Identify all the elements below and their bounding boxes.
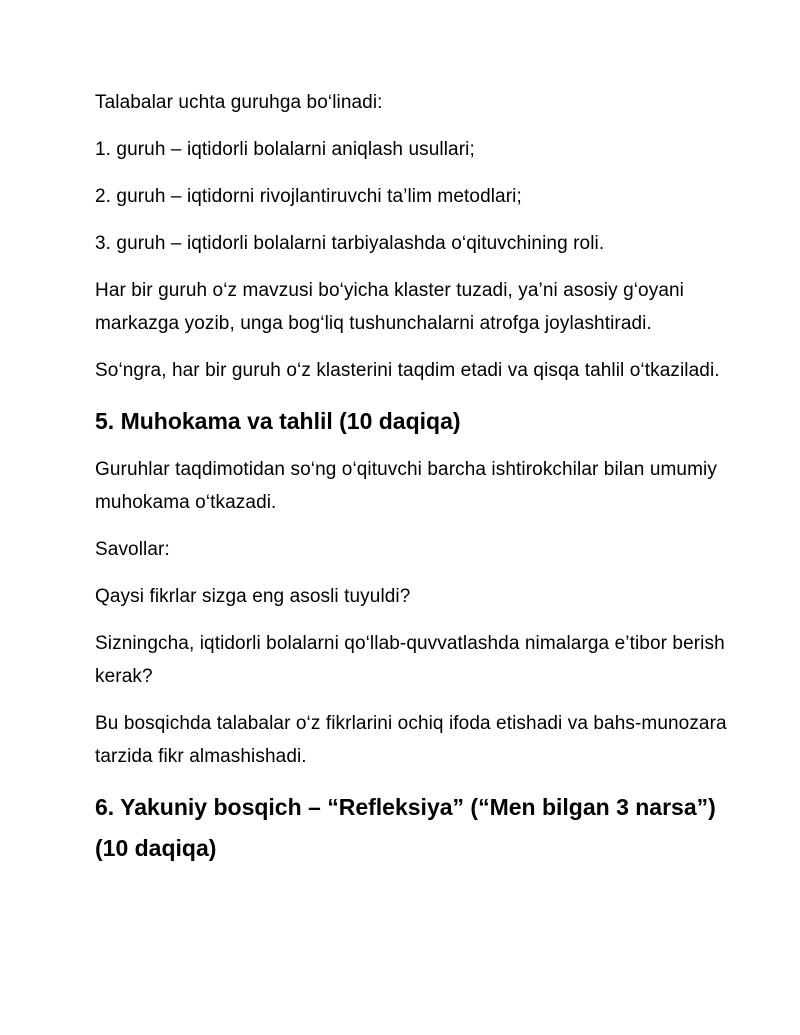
paragraph-question-2: Sizningcha, iqtidorli bolalarni qo‘llab-quvvatlashda nimalarga e’tibor berish kerak? — [95, 633, 725, 687]
paragraph-cluster-task: Har bir guruh o‘z mavzusi bo‘yicha klaster tuzadi, ya’ni asosiy g‘oyani markazga yozib, unga bog‘liq tushunchalarni atrofga joylashtiradi. — [95, 280, 684, 334]
document-page — [95, 86, 735, 883]
paragraph-questions-label: Savollar: — [95, 539, 170, 560]
paragraph-cluster-presentation: So‘ngra, har bir guruh o‘z klasterini taqdim etadi va qisqa tahlil o‘tkaziladi. — [95, 360, 720, 381]
paragraph-group-2: 2. guruh – iqtidorni rivojlantiruvchi ta’lim metodlari; — [95, 186, 522, 207]
paragraph-group-1: 1. guruh – iqtidorli bolalarni aniqlash usullari; — [95, 139, 475, 160]
paragraph-groups-intro: Talabalar uchta guruhga bo‘linadi: — [95, 92, 383, 113]
section-heading-discussion: 5. Muhokama va tahlil (10 daqiqa) — [95, 408, 461, 434]
paragraph-discussion-summary: Bu bosqichda talabalar o‘z fikrlarini ochiq ifoda etishadi va bahs-munozara tarzida fikr almashishadi. — [95, 713, 727, 767]
paragraph-question-1: Qaysi fikrlar sizga eng asosli tuyuldi? — [95, 586, 411, 607]
paragraph-discussion-intro: Guruhlar taqdimotidan so‘ng o‘qituvchi barcha ishtirokchilar bilan umumiy muhokama o‘tkazadi. — [95, 459, 717, 513]
section-heading-reflection: 6. Yakuniy bosqich – “Refleksiya” (“Men bilgan 3 narsa”) (10 daqiqa) — [95, 794, 716, 861]
paragraph-group-3: 3. guruh – iqtidorli bolalarni tarbiyalashda o‘qituvchining roli. — [95, 233, 605, 254]
